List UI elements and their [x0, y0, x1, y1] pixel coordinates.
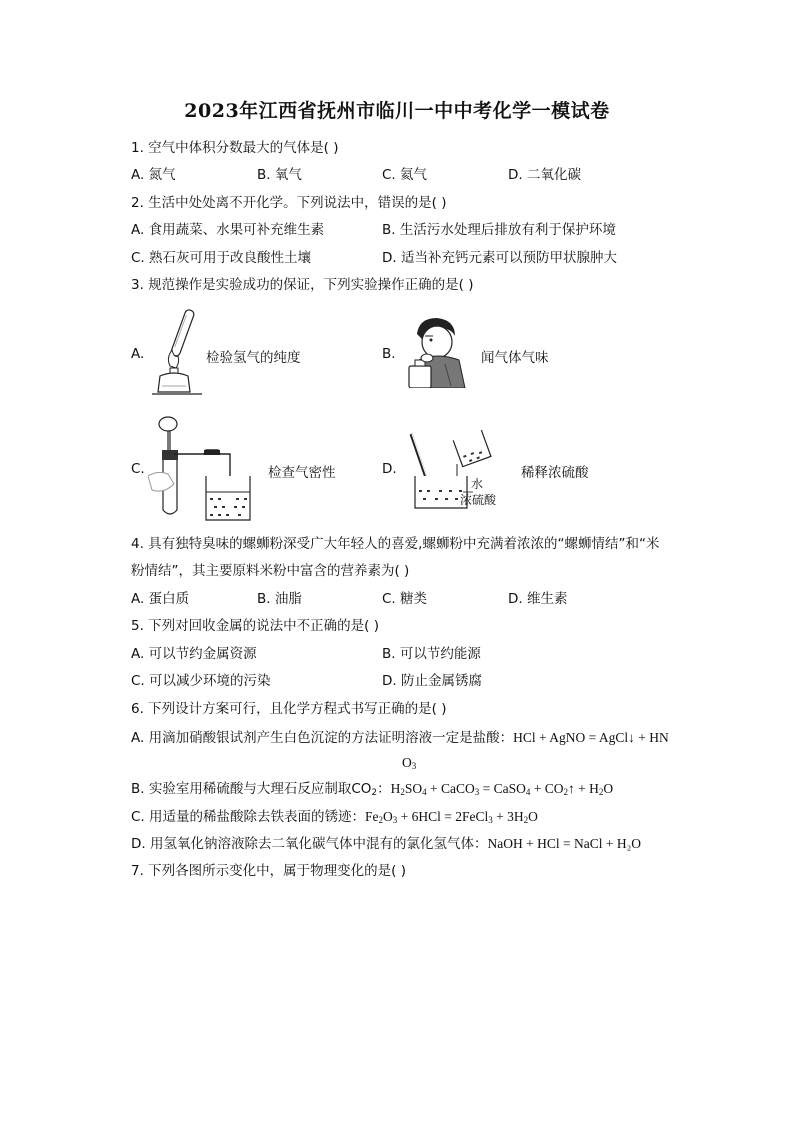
q3-d-acid-label: 浓硫酸	[460, 493, 497, 507]
question-3-stem: 3. 规范操作是实验成功的保证，下列实验操作正确的是( )	[131, 277, 474, 293]
question-7-stem: 7. 下列各图所示变化中，属于物理变化的是( )	[131, 863, 406, 879]
q6-option-a	[131, 729, 669, 747]
question-4-stem-line1: 4. 具有独特臭味的螺蛳粉深受广大年轻人的喜爱,螺蛳粉中充满着浓浓的“螺蛳情结”和“米	[131, 536, 660, 552]
q6-option-a-formula: HCl + AgNO = AgCl↓ + HN	[513, 730, 669, 745]
q3-option-b-letter: B.	[382, 346, 396, 362]
question-4-stem-line2: 粉情结”，其主要原料米粉中富含的营养素为( )	[131, 563, 410, 579]
q3-option-c-label: 检查气密性	[268, 465, 336, 481]
q4-option-c: C. 糖类	[382, 591, 428, 607]
hydrogen-purity-test-figure	[148, 304, 206, 400]
q6-option-d-formula: NaOH + HCl = NaCl + H₂O	[487, 836, 642, 851]
q6-option-b-formula: $H_2SO_4$ + CaCO$_3$ = CaSO$_4$ + $CO_2↑ + H_2O$	[390, 781, 614, 797]
q6-option-c	[131, 808, 538, 826]
q6-option-a-text: A. 用滴加硝酸银试剂产生白色沉淀的方法证明溶液一定是盐酸：	[131, 730, 514, 746]
q5-option-d: D. 防止金属锈腐	[382, 673, 482, 689]
q6-option-b-text: B. 实验室用稀硫酸与大理石反应制取CO	[131, 781, 372, 797]
q4-option-a: A. 蛋白质	[131, 591, 190, 607]
q3-option-d-letter: D.	[382, 461, 397, 477]
question-6-stem: 6. 下列设计方案可行，且化学方程式书写正确的是( )	[131, 701, 447, 717]
airtightness-check-figure	[148, 414, 252, 522]
q2-option-c: C. 熟石灰可用于改良酸性土壤	[131, 250, 312, 266]
q6-option-d-text: D. 用氢氧化钠溶液除去二氧化碳气体中混有的氯化氢气体：	[131, 836, 488, 852]
q1-option-b: B. 氧气	[257, 167, 302, 183]
q1-option-a: A. 氮气	[131, 167, 176, 183]
q5-option-b: B. 可以节约能源	[382, 646, 481, 662]
q6-option-b: B. 实验室用稀硫酸与大理石反应制取$CO_2$：$H_2SO_4$ + CaCO$_3$ = CaSO$_4$ + $CO_2↑ + H_2O$	[131, 781, 614, 798]
q1-option-d: D. 二氧化碳	[508, 167, 581, 183]
q6-option-a-formula-wrap: $O_3$	[402, 755, 417, 771]
q1-option-c: C. 氦气	[382, 167, 428, 183]
q3-d-water-label: 水	[471, 477, 484, 491]
q5-option-a: A. 可以节约金属资源	[131, 646, 257, 662]
q3-option-a-letter: A.	[131, 346, 145, 362]
smell-gas-figure	[405, 314, 467, 388]
q4-option-d: D. 维生素	[508, 591, 568, 607]
question-2-stem: 2. 生活中处处离不开化学。下列说法中，错误的是( )	[131, 195, 447, 211]
q3-option-b-label: 闻气体气味	[481, 350, 549, 366]
q6-option-c-formula: $Fe_2O_3 + 6HCl$ = 2FeCl$_3$ + $3H_2O$	[365, 809, 538, 825]
q2-option-a: A. 食用蔬菜、水果可补充维生素	[131, 222, 325, 238]
q3-option-c-letter: C.	[131, 461, 145, 477]
q4-option-b: B. 油脂	[257, 591, 302, 607]
q6-option-c-text: C. 用适量的稀盐酸除去铁表面的锈迹：	[131, 809, 366, 825]
question-5-stem: 5. 下列对回收金属的说法中不正确的是( )	[131, 618, 379, 634]
q3-option-d-label: 稀释浓硫酸	[521, 465, 589, 481]
page-title: 2023年江西省抚州市临川一中中考化学一模试卷	[184, 100, 610, 122]
question-1-stem: 1. 空气中体积分数最大的气体是( )	[131, 140, 339, 156]
q2-option-d: D. 适当补充钙元素可以预防甲状腺肿大	[382, 250, 617, 266]
q2-option-b: B. 生活污水处理后排放有利于保护环境	[382, 222, 616, 238]
q5-option-c: C. 可以减少环境的污染	[131, 673, 271, 689]
q6-option-d	[131, 835, 641, 853]
q3-option-a-label: 检验氢气的纯度	[206, 350, 301, 366]
